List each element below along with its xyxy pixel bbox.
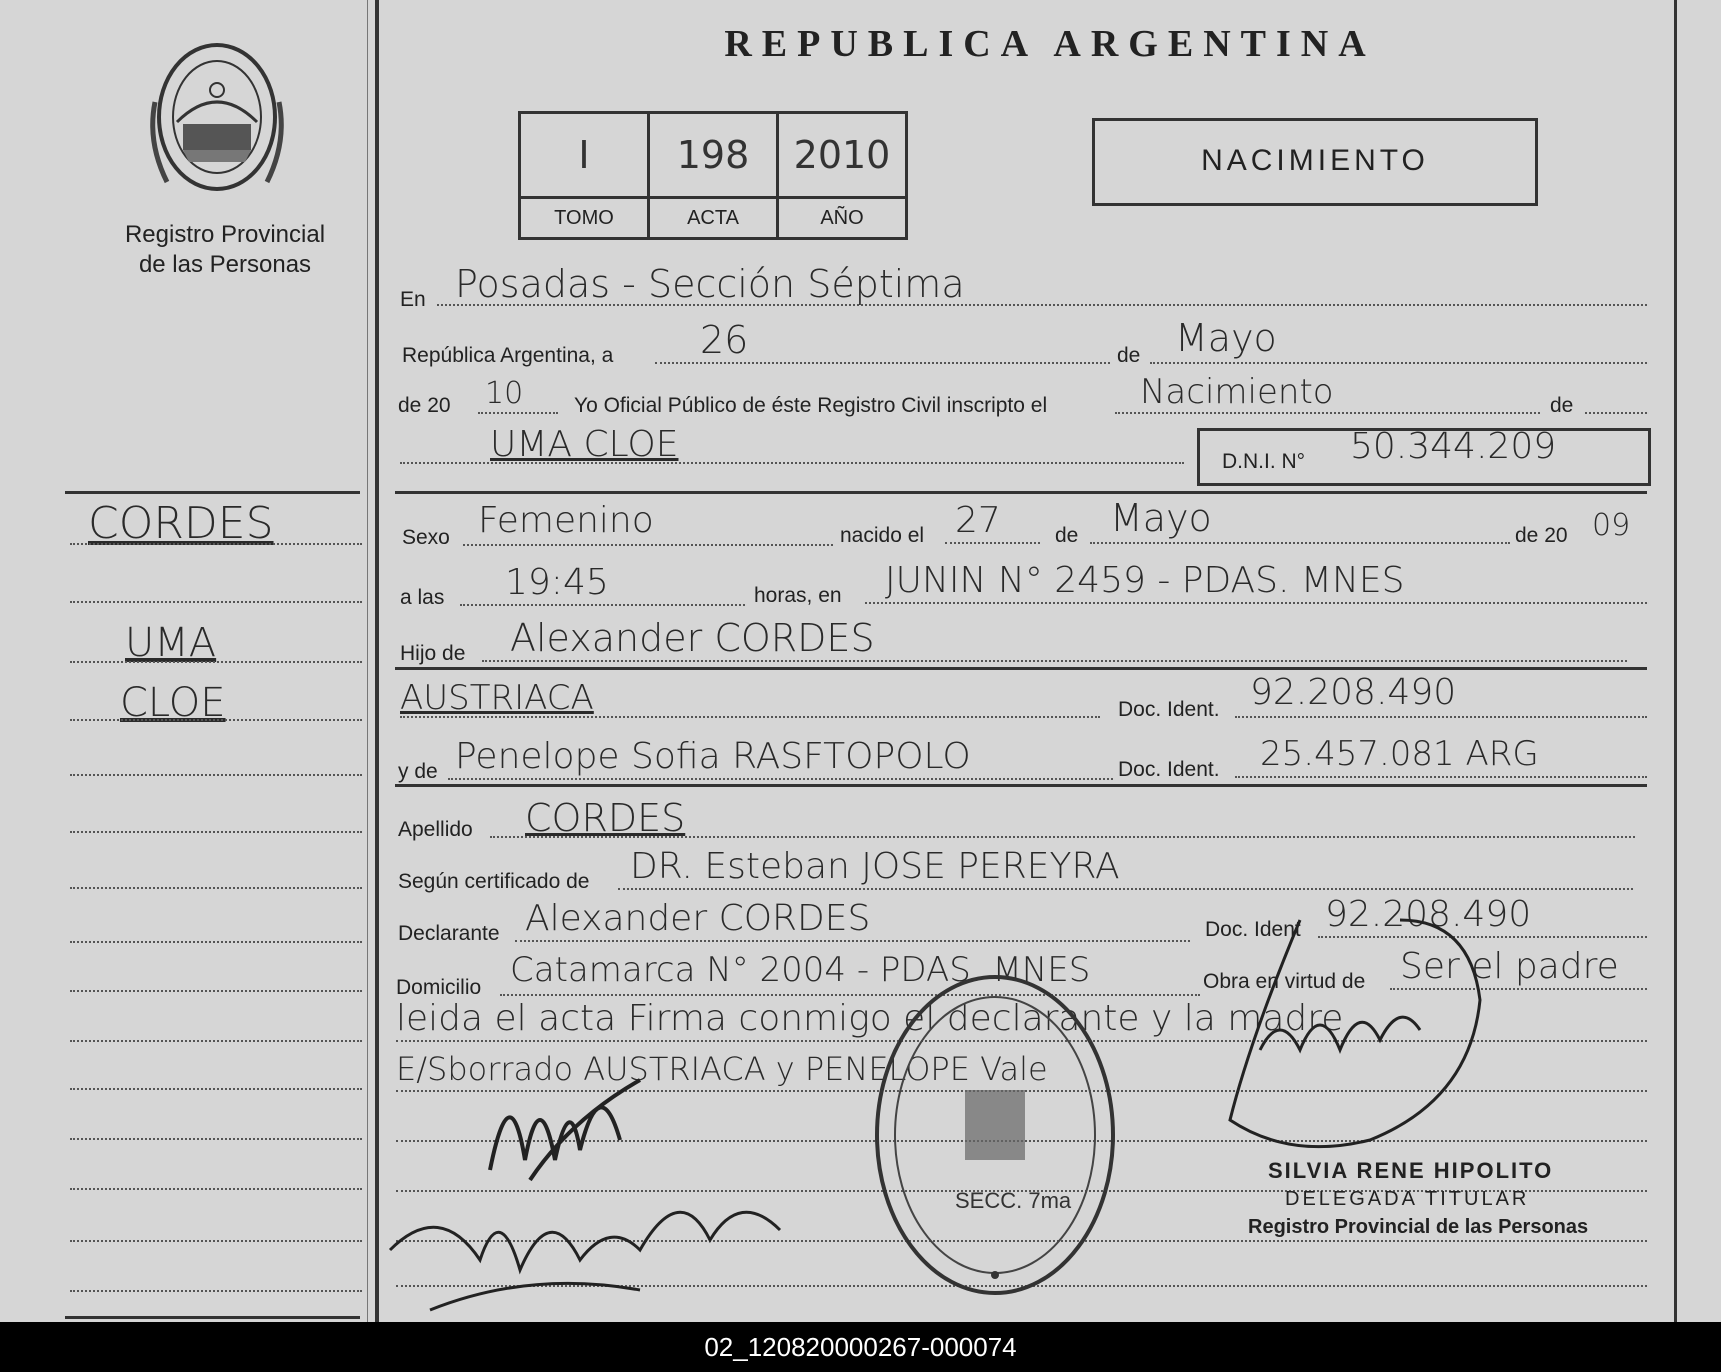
label-segun: Según certificado de	[398, 870, 590, 893]
label-domicilio: Domicilio	[396, 976, 482, 999]
label-oficial: Yo Oficial Público de éste Registro Civil inscripto el	[574, 394, 1048, 417]
label-obra: Obra en virtud de	[1203, 970, 1366, 993]
field-sexo: Femenino	[478, 500, 654, 541]
margin-bottom-rule	[65, 1316, 360, 1319]
field-apellido: CORDES	[525, 796, 686, 840]
field-nac-dia: 27	[955, 500, 1001, 541]
field-line	[1115, 412, 1540, 414]
label-apellido: Apellido	[398, 818, 473, 841]
official-role: DELEGADA TITULAR	[1285, 1188, 1530, 1210]
field-padre-nacionalidad: AUSTRIACA	[400, 678, 594, 718]
record-id-table	[518, 111, 908, 240]
field-madre: Penelope Sofia RASFTOPOLO	[455, 736, 971, 777]
anio-label: AÑO	[778, 198, 907, 239]
act-type-box: NACIMIENTO	[1092, 118, 1538, 206]
section-rule	[395, 784, 1647, 787]
madre-signature	[380, 1140, 820, 1320]
section-rule	[395, 491, 1647, 494]
field-line	[515, 940, 1190, 942]
label-de: de	[1117, 344, 1141, 367]
official-name: SILVIA RENE HIPOLITO	[1268, 1158, 1554, 1183]
field-line	[945, 542, 1040, 544]
label-declarante: Declarante	[398, 922, 500, 945]
label-y-de: y de	[398, 760, 438, 783]
field-certificado: DR. Esteban JOSE PEREYRA	[630, 846, 1120, 887]
margin-line	[70, 1188, 362, 1190]
margin-nombre-2: CLOE	[120, 680, 226, 726]
field-line	[478, 412, 558, 414]
field-mes: Mayo	[1175, 316, 1277, 360]
official-org: Registro Provincial de las Personas	[1248, 1216, 1589, 1238]
scan-footer-code: 02_120820000267-000074	[0, 1322, 1721, 1372]
field-observacion-1: leida el acta Firma conmigo el declarante y la madre	[396, 998, 1344, 1039]
field-dni: 50.344.209	[1350, 426, 1557, 467]
field-line	[1235, 776, 1647, 778]
field-obra: Ser el padre	[1400, 946, 1619, 987]
label-de-2: de	[1550, 394, 1574, 417]
margin-line	[70, 990, 362, 992]
document-title: REPUBLICA ARGENTINA	[724, 23, 1376, 65]
field-line	[460, 604, 745, 606]
label-doc-3: Doc. Ident	[1205, 918, 1301, 941]
registry-line-2: de las Personas	[138, 251, 312, 278]
margin-line	[70, 1088, 362, 1090]
acta-label: ACTA	[649, 198, 778, 239]
field-dia: 26	[700, 318, 749, 362]
margin-line	[70, 887, 362, 889]
field-declarante: Alexander CORDES	[525, 898, 871, 939]
margin-apellido: CORDES	[88, 498, 274, 549]
label-doc-2: Doc. Ident.	[1118, 758, 1220, 781]
stamp-section: SECC. 7ma	[955, 1188, 1072, 1213]
tomo-label: TOMO	[520, 198, 649, 239]
label-de20: de 20	[398, 394, 451, 417]
label-sexo: Sexo	[402, 526, 450, 549]
field-nac-mes: Mayo	[1110, 496, 1212, 540]
right-border	[1674, 0, 1677, 1322]
label-horas: horas, en	[754, 584, 842, 607]
field-line	[655, 362, 1110, 364]
field-nombre: UMA CLOE	[490, 424, 679, 465]
margin-line	[70, 1240, 362, 1242]
field-line	[1585, 412, 1647, 414]
margin-line	[70, 1040, 362, 1042]
field-line	[448, 778, 1113, 780]
official-stamp	[870, 970, 1120, 1300]
left-column-inner-divider	[367, 0, 368, 1322]
label-en: En	[400, 288, 426, 311]
label-republica: República Argentina, a	[402, 344, 614, 367]
field-madre-doc: 25.457.081 ARG	[1260, 734, 1539, 774]
margin-line	[70, 719, 362, 721]
margin-line	[70, 1290, 362, 1292]
left-column-divider	[375, 0, 379, 1322]
margin-line	[70, 831, 362, 833]
tomo-value: I	[520, 113, 649, 198]
official-signature	[1170, 900, 1500, 1180]
field-acto: Nacimiento	[1140, 372, 1334, 412]
label-hijo: Hijo de	[400, 642, 466, 665]
field-domicilio: Catamarca N° 2004 - PDAS. MNES	[510, 950, 1091, 990]
margin-line	[70, 774, 362, 776]
margin-nombre-1: UMA	[125, 620, 217, 666]
registry-line-1: Registro Provincial	[124, 221, 326, 248]
acta-value: 198	[649, 113, 778, 198]
provincia-misiones-seal	[147, 42, 287, 202]
field-anio-suffix: 10	[485, 376, 524, 411]
label-nacido: nacido el	[840, 524, 925, 547]
registry-name	[95, 220, 355, 280]
field-line	[618, 888, 1633, 890]
field-declarante-doc: 92.208.490	[1325, 894, 1532, 935]
margin-line	[70, 1138, 362, 1140]
section-rule	[395, 667, 1647, 670]
field-line	[463, 544, 833, 546]
field-observacion-2: E/Sborrado AUSTRIACA y PENELOPE Vale	[396, 1050, 1048, 1088]
label-de-3: de	[1055, 524, 1079, 547]
margin-top-rule	[65, 491, 360, 494]
field-line	[1150, 362, 1647, 364]
field-padre: Alexander CORDES	[510, 616, 875, 660]
field-line	[1090, 542, 1510, 544]
field-nac-anio: 09	[1592, 508, 1631, 543]
margin-line	[70, 661, 362, 663]
label-de-4: de 20	[1515, 524, 1568, 547]
label-dni: D.N.I. N°	[1222, 450, 1306, 473]
anio-value: 2010	[778, 113, 907, 198]
field-lugar-nac: JUNIN N° 2459 - PDAS. MNES	[885, 560, 1405, 601]
label-a-las: a las	[400, 586, 445, 609]
field-lugar: Posadas - Sección Séptima	[455, 262, 965, 306]
field-line	[1235, 716, 1647, 718]
field-line	[865, 602, 1647, 604]
field-hora: 19:45	[505, 562, 609, 603]
margin-line	[70, 941, 362, 943]
margin-line	[70, 543, 362, 545]
margin-line	[70, 601, 362, 603]
label-doc-1: Doc. Ident.	[1118, 698, 1220, 721]
field-line	[482, 660, 1627, 662]
field-padre-doc: 92.208.490	[1250, 672, 1457, 713]
